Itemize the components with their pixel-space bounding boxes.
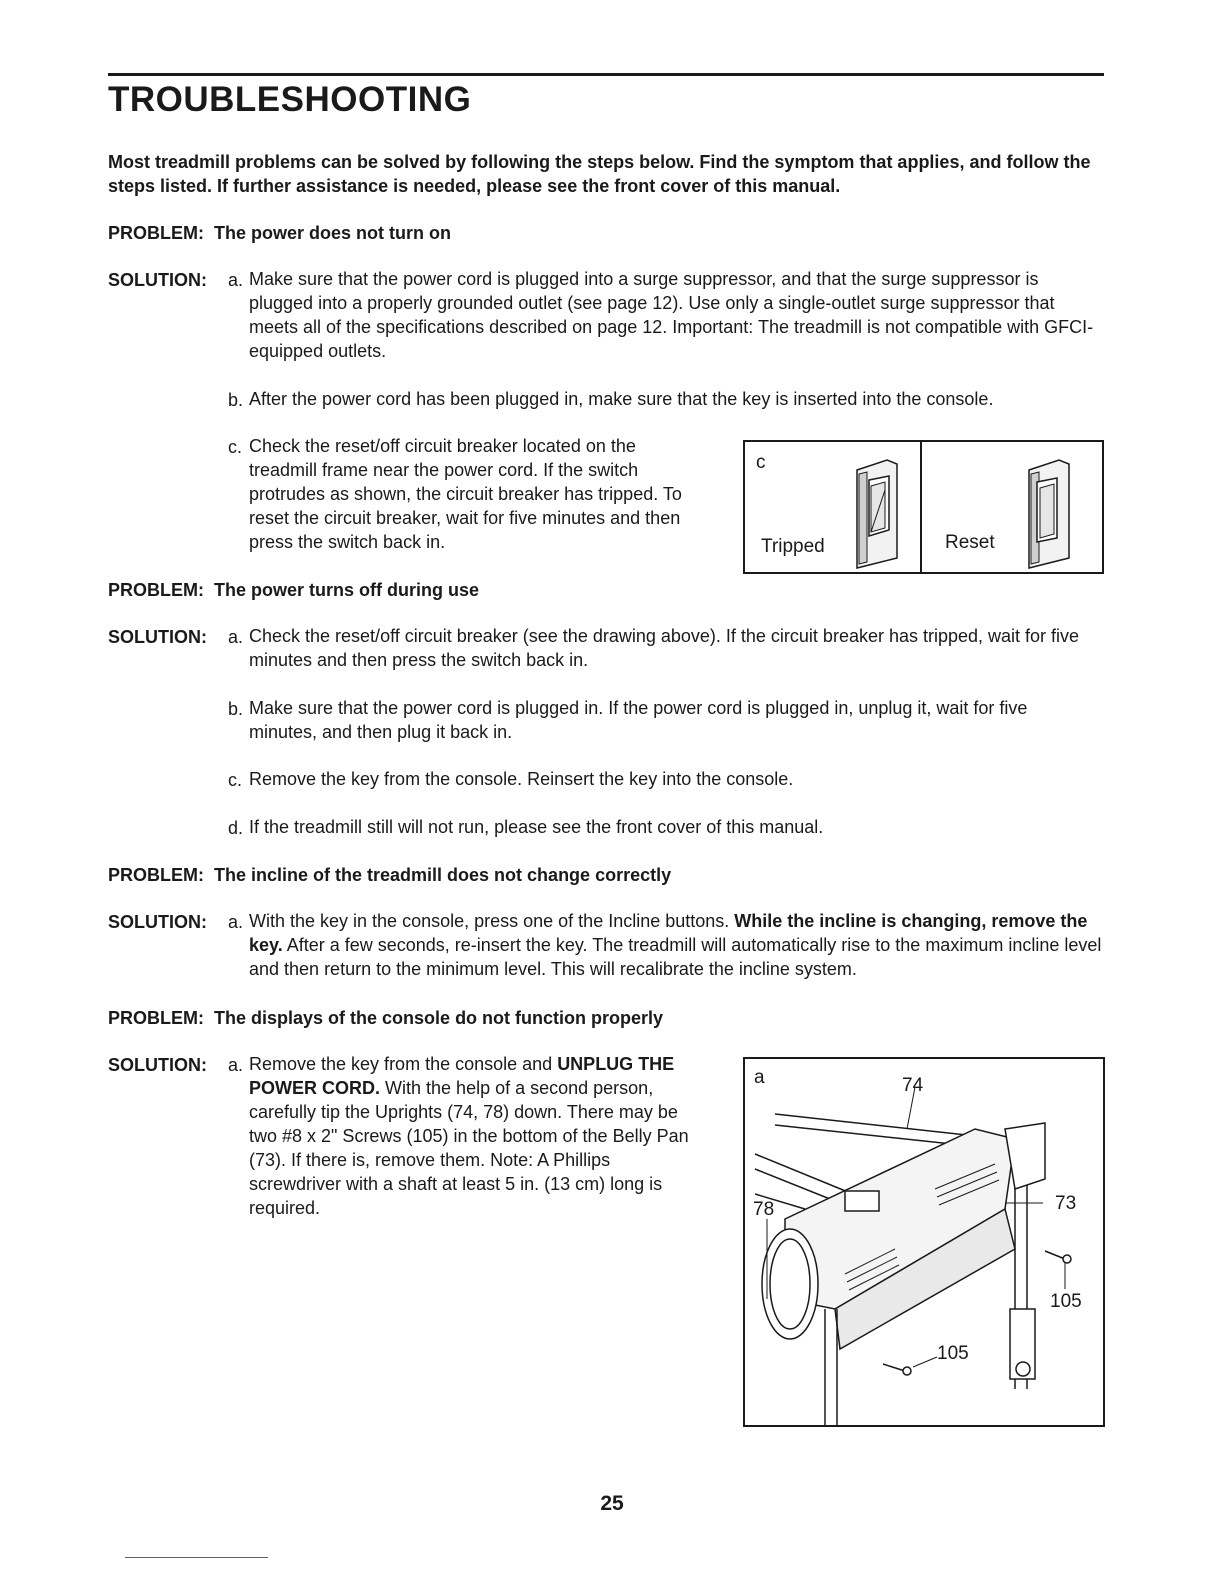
solution-label: SOLUTION: bbox=[108, 1055, 207, 1075]
intro-text: Most treadmill problems can be solved by following the steps below. Find the symptom that applies, and follow the steps listed. If further assistance is needed, please see the front cover of this manual. bbox=[108, 152, 1091, 196]
step-text-bold: UNPLUG THE POWER CORD. bbox=[249, 1054, 675, 1098]
step-letter: b. bbox=[228, 699, 244, 719]
step-text bbox=[249, 1052, 691, 1220]
bottom-link-underline bbox=[125, 1557, 268, 1558]
problem-1-heading bbox=[108, 223, 451, 244]
callout-105-bottom: 105 bbox=[937, 1343, 969, 1364]
step-text: Check the reset/off circuit breaker (see the drawing above). If the circuit breaker has tripped, wait for five minutes and then press the switch back in. bbox=[249, 626, 1080, 670]
problem-title: The displays of the console do not function properly bbox=[214, 1008, 664, 1028]
problem-3-heading bbox=[108, 865, 671, 886]
step-letter: a. bbox=[228, 270, 244, 290]
problem-title: The power does not turn on bbox=[214, 223, 452, 243]
page-number: 25 bbox=[600, 1492, 624, 1515]
step-letter: c. bbox=[228, 437, 243, 457]
step-text bbox=[249, 909, 1104, 981]
step-letter: d. bbox=[228, 818, 244, 838]
step-text: Remove the key from the console. Reinsert the key into the console. bbox=[249, 769, 794, 789]
tripped-label: Tripped bbox=[761, 536, 825, 557]
step-letter: a. bbox=[228, 912, 244, 932]
step-text-part: After a few seconds, re-insert the key. The treadmill will automatically rise to the maximum incline level and then return to the minimum level. This will recalibrate the incline system. bbox=[249, 935, 1102, 979]
figure-divider bbox=[920, 442, 922, 572]
step-letter: a. bbox=[228, 627, 244, 647]
figure-letter: a bbox=[754, 1067, 765, 1088]
page-title: TROUBLESHOOTING bbox=[108, 80, 472, 119]
treadmill-figure bbox=[743, 1057, 1105, 1427]
reset-switch-icon bbox=[1017, 450, 1077, 570]
tripped-switch-icon bbox=[845, 450, 905, 570]
callout-73: 73 bbox=[1055, 1193, 1077, 1214]
step-text-bold: While the incline is changing, remove the key. bbox=[249, 911, 1088, 955]
treadmill-base-illustration bbox=[745, 1059, 1103, 1425]
callout-74: 74 bbox=[902, 1075, 924, 1096]
problem-label: PROBLEM: bbox=[108, 1008, 204, 1028]
step-text: Check the reset/off circuit breaker located on the treadmill frame near the power cord. If the switch protrudes as shown, the circuit breaker has tripped. To reset the circuit breaker, wait for five minutes and then press the switch back in. bbox=[249, 436, 682, 552]
callout-78: 78 bbox=[753, 1199, 775, 1220]
title-rule bbox=[108, 73, 1104, 76]
solution-label: SOLUTION: bbox=[108, 912, 207, 932]
callout-105-right: 105 bbox=[1050, 1291, 1082, 1312]
problem-label: PROBLEM: bbox=[108, 865, 204, 885]
figure-letter: c bbox=[756, 452, 766, 473]
circuit-breaker-figure bbox=[743, 440, 1104, 574]
step-text-part: With the key in the console, press one of the Incline buttons. bbox=[249, 911, 730, 931]
reset-label: Reset bbox=[945, 532, 995, 553]
problem-label: PROBLEM: bbox=[108, 223, 204, 243]
step-text: If the treadmill still will not run, please see the front cover of this manual. bbox=[249, 817, 824, 837]
step-letter: b. bbox=[228, 390, 244, 410]
problem-title: The incline of the treadmill does not change correctly bbox=[214, 865, 672, 885]
problem-title: The power turns off during use bbox=[214, 580, 480, 600]
solution-label: SOLUTION: bbox=[108, 270, 207, 290]
problem-2-heading bbox=[108, 580, 479, 601]
step-letter: c. bbox=[228, 770, 243, 790]
problem-label: PROBLEM: bbox=[108, 580, 204, 600]
step-text: Make sure that the power cord is plugged into a surge suppressor, and that the surge suppressor is plugged into a properly grounded outlet (see page 12). Use only a single-outlet surge suppressor that meets all of the specifications described on page 12. Important: The treadmill is not compatible with GFCI-equipped outlets. bbox=[249, 269, 1094, 361]
problem-4-heading bbox=[108, 1008, 663, 1029]
step-text-part: Remove the key from the console and bbox=[249, 1054, 553, 1074]
step-letter: a. bbox=[228, 1055, 244, 1075]
step-text-part: With the help of a second person, carefully tip the Uprights (74, 78) down. There may be two #8 x 2" Screws (105) in the bottom of the Belly Pan (73). If there is, remove them. Note: A Phillips screwdriver with a shaft at least 5 in. (13 cm) long is required. bbox=[249, 1078, 689, 1218]
solution-label: SOLUTION: bbox=[108, 627, 207, 647]
step-text: After the power cord has been plugged in, make sure that the key is inserted into the console. bbox=[249, 389, 994, 409]
step-text: Make sure that the power cord is plugged in. If the power cord is plugged in, unplug it, wait for five minutes, and then plug it back in. bbox=[249, 698, 1028, 742]
